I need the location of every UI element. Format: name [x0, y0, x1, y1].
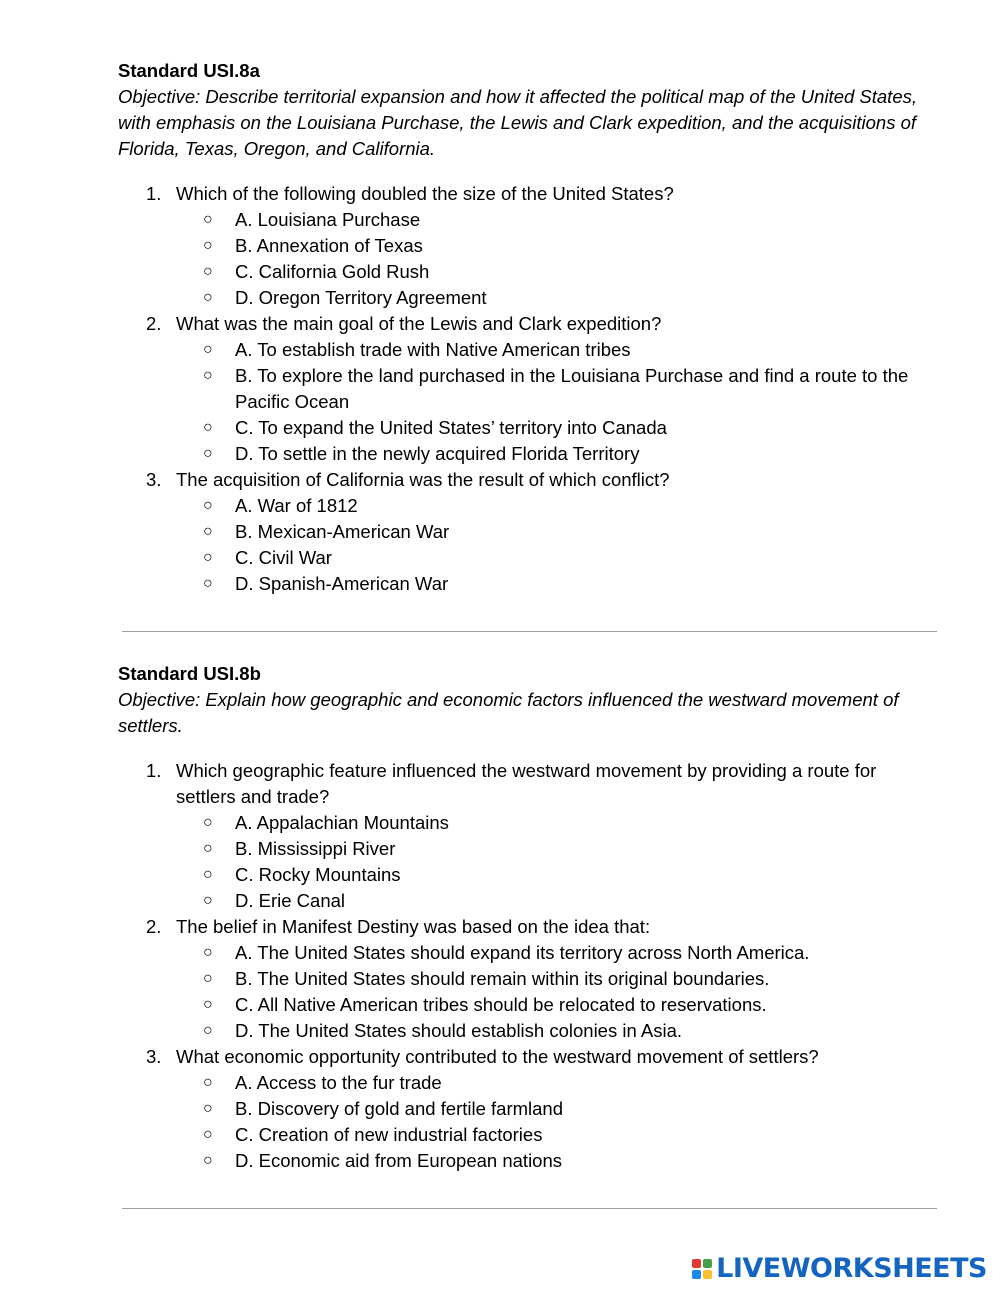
option-bullet-icon: ○ — [203, 1126, 213, 1143]
option-bullet-icon: ○ — [203, 497, 213, 514]
option-bullet-icon: ○ — [203, 575, 213, 592]
liveworksheets-logo — [692, 1253, 987, 1284]
question — [118, 311, 938, 467]
question — [118, 1044, 938, 1174]
answer-option[interactable]: ○ B. Mexican-American War — [176, 519, 938, 545]
option-bullet-icon: ○ — [203, 1100, 213, 1117]
option-list — [176, 493, 938, 597]
question-number: 1. — [146, 760, 162, 781]
question-number: 2. — [146, 313, 162, 334]
logo-mark-cell — [692, 1259, 701, 1268]
logo-mark-cell — [703, 1259, 712, 1268]
answer-option[interactable]: ○ C. Rocky Mountains — [176, 862, 938, 888]
question-text: Which geographic feature influenced the westward movement by providing a route for settlers and trade? — [176, 760, 877, 807]
option-bullet-icon: ○ — [203, 892, 213, 909]
option-bullet-icon: ○ — [203, 419, 213, 436]
option-list — [176, 207, 938, 311]
section-divider — [122, 631, 937, 632]
option-bullet-icon: ○ — [203, 341, 213, 358]
question — [118, 758, 938, 914]
option-bullet-icon: ○ — [203, 840, 213, 857]
option-bullet-icon: ○ — [203, 1152, 213, 1169]
question — [118, 914, 938, 1044]
option-list — [176, 940, 938, 1044]
question — [118, 181, 938, 311]
option-bullet-icon: ○ — [203, 944, 213, 961]
option-bullet-icon: ○ — [203, 549, 213, 566]
answer-option[interactable]: ○ A. The United States should expand its territory across North America. — [176, 940, 938, 966]
answer-option[interactable]: ○ B. Annexation of Texas — [176, 233, 938, 259]
answer-option[interactable]: ○ B. The United States should remain within its original boundaries. — [176, 966, 938, 992]
question-number: 3. — [146, 1046, 162, 1067]
answer-option[interactable]: ○ C. All Native American tribes should be relocated to reservations. — [176, 992, 938, 1018]
answer-option[interactable]: ○ B. Discovery of gold and fertile farmland — [176, 1096, 938, 1122]
option-bullet-icon: ○ — [203, 996, 213, 1013]
answer-option[interactable]: ○ C. Creation of new industrial factories — [176, 1122, 938, 1148]
answer-option[interactable]: ○ C. California Gold Rush — [176, 259, 938, 285]
question-number: 3. — [146, 469, 162, 490]
answer-option[interactable]: ○ B. To explore the land purchased in the Louisiana Purchase and find a route to the Pacific Ocean — [203, 365, 909, 412]
option-bullet-icon: ○ — [203, 289, 213, 306]
answer-option[interactable]: ○ A. Access to the fur trade — [176, 1070, 938, 1096]
answer-option[interactable]: ○ D. The United States should establish colonies in Asia. — [176, 1018, 938, 1044]
option-bullet-icon: ○ — [203, 211, 213, 228]
answer-option[interactable]: ○ A. Appalachian Mountains — [176, 810, 938, 836]
option-bullet-icon: ○ — [203, 1022, 213, 1039]
question-list — [118, 181, 938, 597]
answer-option[interactable]: ○ B. Mississippi River — [176, 836, 938, 862]
option-bullet-icon: ○ — [203, 866, 213, 883]
question-number: 1. — [146, 183, 162, 204]
objective-text: Objective: Describe territorial expansion and how it affected the political map of the United States, with emphasis on the Louisiana Purchase, the Lewis and Clark expedition, and the acquisitions of Florida, Texas, Oregon, and California. — [118, 86, 918, 159]
question-text: What was the main goal of the Lewis and Clark expedition? — [176, 313, 662, 334]
answer-option[interactable]: ○ D. To settle in the newly acquired Florida Territory — [176, 441, 938, 467]
logo-text: LIVEWORKSHEETS — [716, 1253, 987, 1284]
option-bullet-icon: ○ — [203, 814, 213, 831]
section-usi-8a — [118, 58, 938, 597]
standard-title: Standard USI.8a — [118, 60, 260, 81]
option-bullet-icon: ○ — [203, 970, 213, 987]
answer-option[interactable]: ○ C. To expand the United States’ territory into Canada — [176, 415, 938, 441]
option-bullet-icon: ○ — [203, 445, 213, 462]
answer-option[interactable]: ○ D. Spanish-American War — [176, 571, 938, 597]
option-list — [176, 810, 938, 914]
answer-option[interactable]: ○ A. War of 1812 — [176, 493, 938, 519]
question — [118, 467, 938, 597]
logo-mark-cell — [703, 1270, 712, 1279]
question-text: Which of the following doubled the size of the United States? — [176, 183, 674, 204]
answer-option[interactable]: ○ D. Oregon Territory Agreement — [176, 285, 938, 311]
option-bullet-icon: ○ — [203, 523, 213, 540]
option-list — [176, 337, 938, 467]
question-text: The acquisition of California was the result of which conflict? — [176, 469, 670, 490]
logo-mark-icon — [692, 1259, 712, 1279]
answer-option[interactable]: ○ C. Civil War — [176, 545, 938, 571]
answer-option[interactable]: ○ A. To establish trade with Native American tribes — [176, 337, 938, 363]
answer-option[interactable]: ○ D. Economic aid from European nations — [176, 1148, 938, 1174]
option-bullet-icon: ○ — [203, 367, 213, 384]
standard-title: Standard USI.8b — [118, 663, 261, 684]
question-text: What economic opportunity contributed to the westward movement of settlers? — [176, 1046, 819, 1067]
section-divider — [122, 1208, 937, 1209]
option-list — [176, 1070, 938, 1174]
answer-option[interactable]: ○ A. Louisiana Purchase — [176, 207, 938, 233]
answer-option[interactable]: ○ D. Erie Canal — [176, 888, 938, 914]
option-bullet-icon: ○ — [203, 1074, 213, 1091]
logo-mark-cell — [692, 1270, 701, 1279]
option-bullet-icon: ○ — [203, 263, 213, 280]
objective-text: Objective: Explain how geographic and economic factors influenced the westward movement of settlers. — [118, 689, 899, 736]
question-number: 2. — [146, 916, 162, 937]
section-usi-8b — [118, 661, 938, 1174]
question-text: The belief in Manifest Destiny was based on the idea that: — [176, 916, 651, 937]
option-bullet-icon: ○ — [203, 237, 213, 254]
question-list — [118, 758, 938, 1174]
